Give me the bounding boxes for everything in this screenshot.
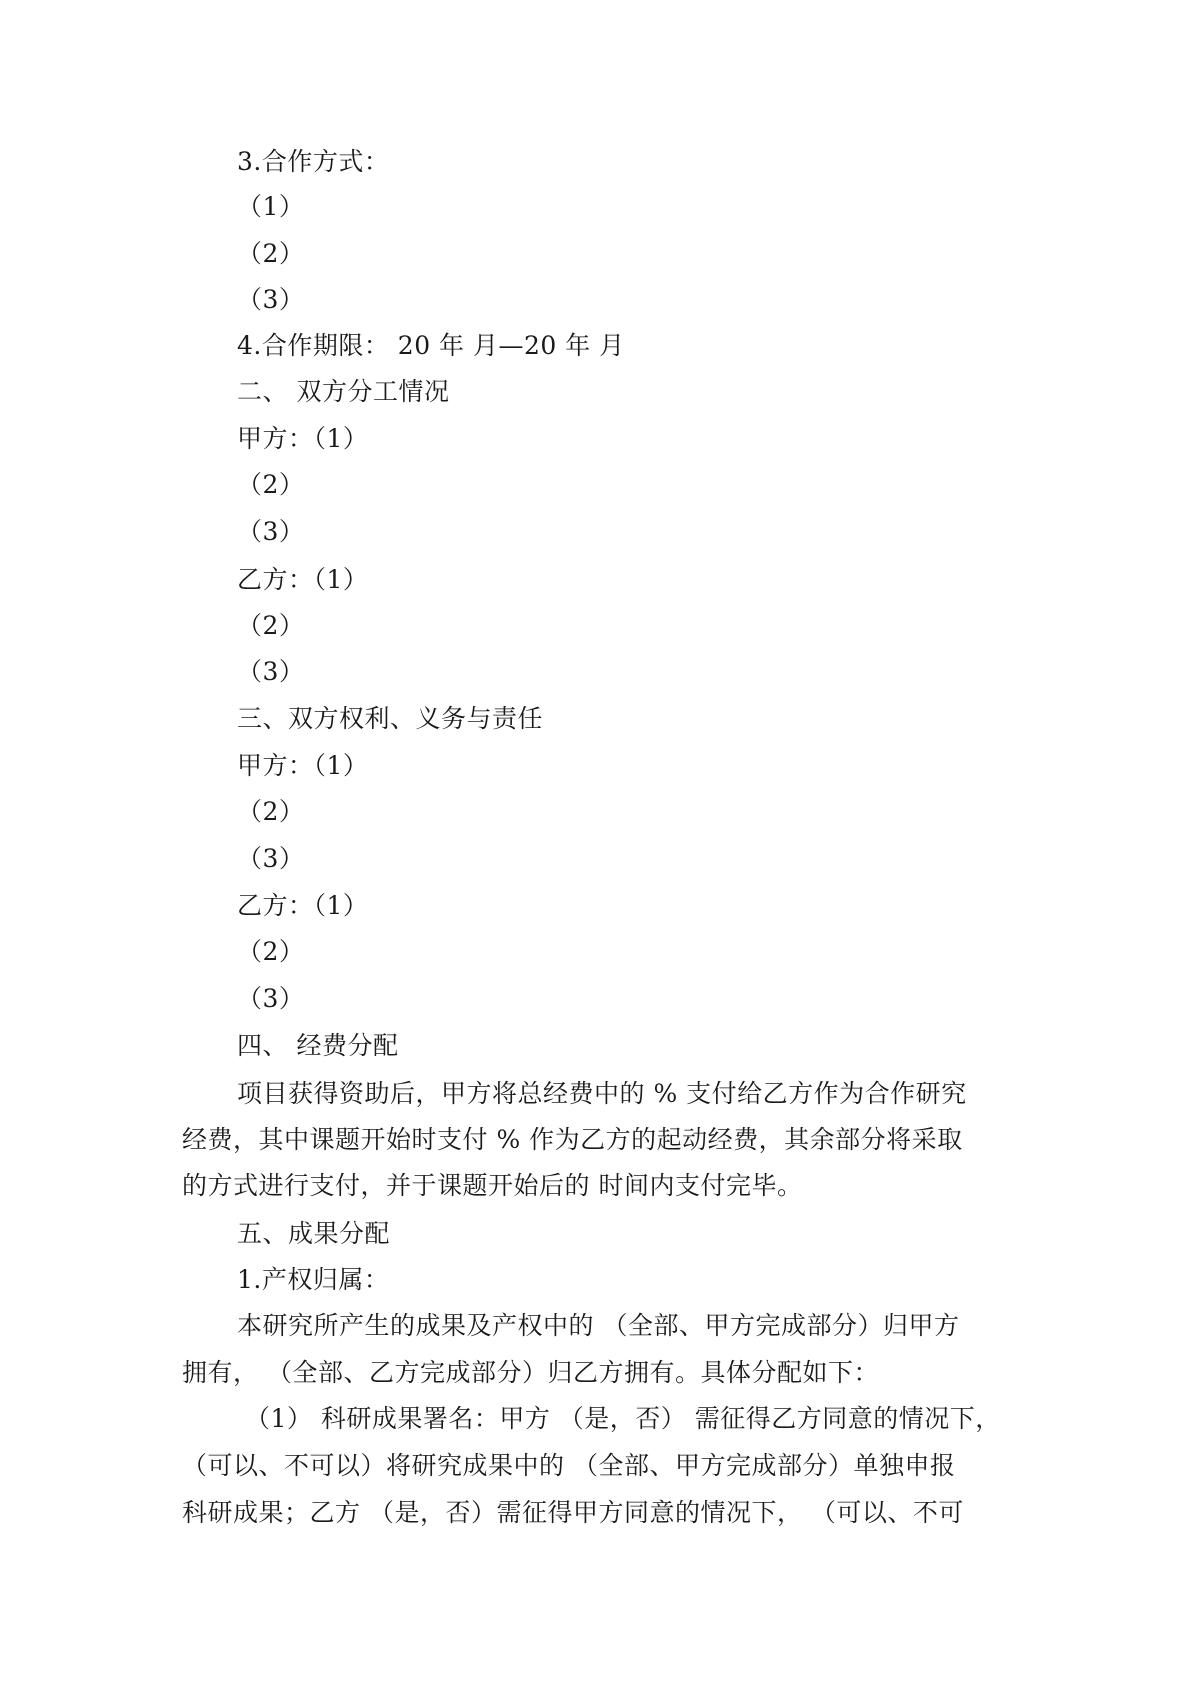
paragraph-line: 拥有， （全部、乙方完成部分）归乙方拥有。具体分配如下： <box>182 1358 879 1387</box>
list-item: （1） <box>237 192 305 221</box>
section-heading-division-of-labor: 二、 双方分工情况 <box>237 377 450 406</box>
section-heading-results-allocation: 五、成果分配 <box>237 1219 391 1248</box>
paragraph-line: （1） 科研成果署名：甲方 （是，否） 需征得乙方同意的情况下， <box>245 1404 1001 1433</box>
paragraph-line: 本研究所产生的成果及产权中的 （全部、甲方完成部分）归甲方 <box>237 1311 960 1340</box>
list-item: （3） <box>237 517 305 546</box>
list-item: （3） <box>237 984 305 1013</box>
list-item: （3） <box>237 285 305 314</box>
list-item: （2） <box>237 611 305 640</box>
list-item: （2） <box>237 239 305 268</box>
section-heading-funding: 四、 经费分配 <box>237 1031 399 1060</box>
section-heading-cooperation-mode: 3.合作方式： <box>237 147 390 176</box>
list-item: （2） <box>237 937 305 966</box>
paragraph-line: 经费，其中课题开始时支付 % 作为乙方的起动经费，其余部分将采取 <box>182 1125 963 1154</box>
list-item: （3） <box>237 844 305 873</box>
paragraph-line: 科研成果；乙方 （是，否）需征得甲方同意的情况下， （可以、不可 <box>182 1498 964 1527</box>
paragraph-line: 项目获得资助后，甲方将总经费中的 % 支付给乙方作为合作研究 <box>237 1079 967 1108</box>
list-item: （2） <box>237 797 305 826</box>
section-heading-rights-obligations: 三、双方权利、义务与责任 <box>237 704 544 733</box>
party-b-item: 乙方：（1） <box>237 565 369 594</box>
paragraph-line: 的方式进行支付，并于课题开始后的 时间内支付完毕。 <box>182 1171 803 1200</box>
list-item: （3） <box>237 657 305 686</box>
party-a-item: 甲方：（1） <box>237 751 369 780</box>
party-a-item: 甲方：（1） <box>237 424 369 453</box>
list-item: （2） <box>237 470 305 499</box>
party-b-item: 乙方：（1） <box>237 891 369 920</box>
subheading-property-rights: 1.产权归属： <box>237 1265 390 1294</box>
paragraph-line: （可以、不可以）将研究成果中的 （全部、甲方完成部分）单独申报 <box>182 1451 956 1480</box>
section-heading-cooperation-period: 4.合作期限： 20 年 月—20 年 月 <box>237 331 625 360</box>
